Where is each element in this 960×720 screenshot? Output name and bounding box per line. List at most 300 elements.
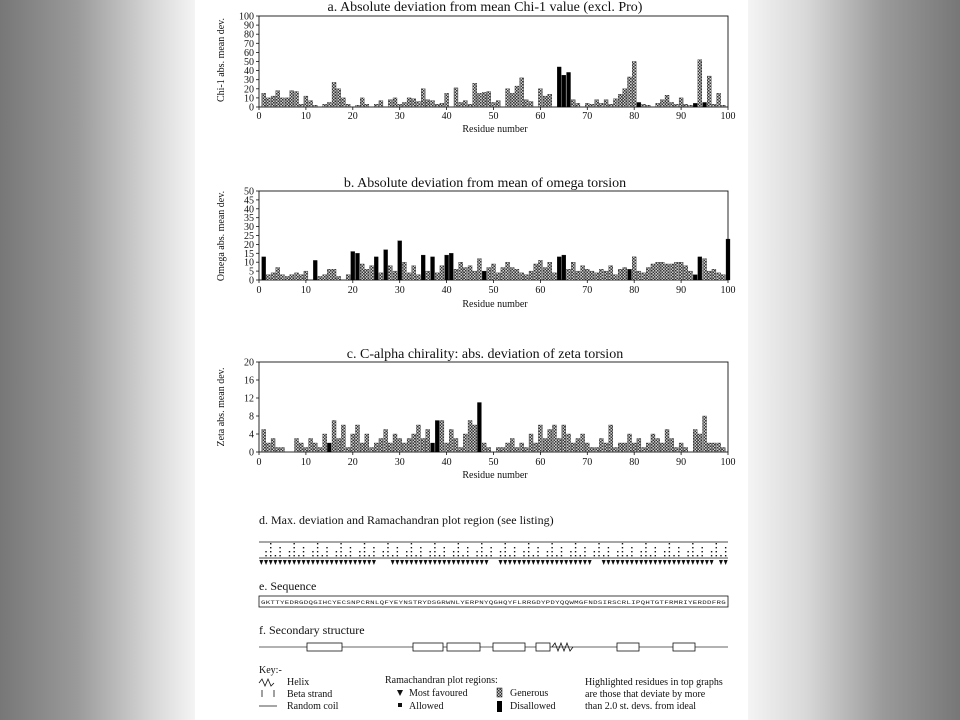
x-tick-label: 50	[488, 457, 499, 468]
deviation-dot	[514, 551, 515, 552]
rama-most-favoured-mark	[264, 560, 268, 565]
deviation-dot	[434, 555, 435, 556]
deviation-dot	[340, 543, 341, 544]
key-helix-icon	[259, 679, 274, 686]
bar	[454, 439, 458, 453]
deviation-dot	[716, 551, 717, 552]
y-tick-label: 100	[239, 11, 254, 23]
section-d-title: d. Max. deviation and Ramachandran plot region (see listing)	[259, 513, 554, 527]
rama-most-favoured-mark	[602, 560, 606, 565]
bar	[459, 448, 463, 453]
deviation-dot	[716, 547, 717, 548]
deviation-dot	[444, 555, 445, 556]
deviation-dot	[434, 543, 435, 544]
bar	[295, 439, 299, 453]
deviation-dot	[279, 547, 280, 548]
bar	[477, 259, 481, 280]
deviation-dot	[467, 555, 468, 556]
rama-most-favoured-mark	[405, 560, 409, 565]
bar	[351, 434, 355, 452]
ramachandran-marks	[259, 543, 727, 565]
x-tick-label: 90	[676, 285, 687, 296]
rama-most-favoured-mark	[705, 560, 709, 565]
deviation-dot	[270, 551, 271, 552]
deviation-dot	[711, 555, 712, 556]
bar	[482, 92, 486, 107]
bar	[318, 448, 322, 453]
deviation-dot	[575, 551, 576, 552]
y-tick-label: 8	[249, 411, 254, 423]
rama-most-favoured-mark	[311, 560, 315, 565]
bar	[332, 269, 336, 280]
key-disallowed-label: Disallowed	[510, 701, 556, 712]
bar	[595, 273, 599, 280]
deviation-dot	[622, 555, 623, 556]
key-beta-label: Beta strand	[287, 689, 333, 700]
deviation-dot	[350, 551, 351, 552]
bar	[374, 104, 378, 107]
rama-most-favoured-mark	[278, 560, 282, 565]
bar	[313, 105, 317, 107]
rama-most-favoured-mark	[287, 560, 291, 565]
bar	[332, 82, 336, 107]
bar-highlighted	[435, 421, 439, 453]
rama-most-favoured-mark	[461, 560, 465, 565]
rama-most-favoured-mark	[667, 560, 671, 565]
deviation-dot	[490, 555, 491, 556]
bar-highlighted	[421, 255, 425, 280]
y-tick-label: 0	[249, 102, 254, 114]
bar	[595, 448, 599, 453]
bar	[688, 271, 692, 280]
chart-a-xlabel: Residue number	[462, 124, 528, 135]
bar	[679, 98, 683, 107]
bar	[628, 77, 632, 107]
rama-most-favoured-mark	[395, 560, 399, 565]
bar	[388, 443, 392, 452]
deviation-dot	[293, 543, 294, 544]
bar	[651, 264, 655, 280]
deviation-dot	[298, 555, 299, 556]
deviation-dot	[514, 547, 515, 548]
rama-most-favoured-mark	[522, 560, 526, 565]
bar	[571, 443, 575, 452]
y-tick-label: 0	[249, 447, 254, 459]
bar	[670, 264, 674, 280]
deviation-dot	[439, 555, 440, 556]
deviation-dot	[716, 555, 717, 556]
bar	[693, 430, 697, 453]
deviation-dot	[387, 547, 388, 548]
bar-highlighted	[557, 257, 561, 280]
bar	[623, 89, 627, 107]
section-e-title: e. Sequence	[259, 579, 317, 593]
bar	[468, 421, 472, 453]
bar	[520, 78, 524, 107]
bar	[609, 266, 613, 280]
bar	[309, 101, 313, 107]
bar	[290, 91, 294, 107]
deviation-dot	[270, 543, 271, 544]
bar	[590, 104, 594, 107]
deviation-dot	[575, 547, 576, 548]
rama-most-favoured-mark	[672, 560, 676, 565]
deviation-dot	[669, 543, 670, 544]
rama-most-favoured-mark	[686, 560, 690, 565]
deviation-dot	[397, 547, 398, 548]
deviation-dot	[369, 555, 370, 556]
deviation-dot	[359, 555, 360, 556]
bar	[543, 439, 547, 453]
bar	[346, 104, 350, 107]
bar	[355, 105, 359, 107]
sequence-text: GKTTYEDRGDQGIHCYECSNPCRNLQFYEYNSTRYDSGRWNLYERPNYQGHQYFLRRGDYPDYQQWMGFNDSIRSCRLIPQHTGTFRMRIYERDDFRG	[261, 600, 726, 606]
deviation-dot	[514, 555, 515, 556]
deviation-dot	[528, 547, 529, 548]
chart-b-ylabel: Omega abs. mean dev.	[216, 190, 227, 282]
deviation-dot	[509, 555, 510, 556]
deviation-dot	[645, 547, 646, 548]
rama-most-favoured-mark	[484, 560, 488, 565]
deviation-dot	[655, 555, 656, 556]
bar	[529, 102, 533, 107]
x-tick-label: 20	[347, 111, 358, 122]
bar	[590, 448, 594, 453]
bar	[510, 268, 514, 280]
deviation-dot	[490, 547, 491, 548]
rama-most-favoured-mark	[269, 560, 273, 565]
bar-highlighted	[693, 275, 697, 280]
key-title: Key:-	[259, 665, 282, 676]
bar-highlighted	[557, 67, 561, 107]
chart-b-xlabel: Residue number	[462, 299, 528, 310]
deviation-dot	[523, 555, 524, 556]
bar	[266, 443, 270, 452]
deviation-dot	[279, 551, 280, 552]
deviation-dot	[364, 543, 365, 544]
bar	[496, 101, 500, 107]
bar	[506, 89, 510, 107]
bar	[721, 448, 725, 453]
deviation-dot	[678, 547, 679, 548]
chart-a	[239, 12, 736, 123]
bar	[299, 104, 303, 107]
bar	[717, 273, 721, 280]
bar	[360, 264, 364, 280]
deviation-dot	[434, 547, 435, 548]
bar-highlighted	[351, 252, 355, 280]
deviation-dot	[270, 547, 271, 548]
bar	[407, 439, 411, 453]
bar-highlighted	[567, 72, 571, 107]
bar	[416, 102, 420, 107]
rama-most-favoured-mark	[259, 560, 263, 565]
deviation-dot	[345, 555, 346, 556]
bar	[576, 103, 580, 107]
bar	[656, 262, 660, 280]
key-highlight-line-2: are those that deviate by more	[585, 689, 706, 700]
deviation-dot	[716, 543, 717, 544]
rama-most-favoured-mark	[344, 560, 348, 565]
bar	[370, 266, 374, 280]
x-tick-label: 90	[676, 111, 687, 122]
deviation-dot	[303, 551, 304, 552]
deviation-dot	[350, 547, 351, 548]
bar	[440, 103, 444, 107]
bar	[379, 273, 383, 280]
rama-most-favoured-mark	[400, 560, 404, 565]
deviation-dot	[373, 551, 374, 552]
y-tick-label: 35	[244, 213, 254, 225]
deviation-dot	[533, 555, 534, 556]
deviation-dot	[664, 551, 665, 552]
bar	[477, 93, 481, 107]
x-tick-label: 30	[394, 285, 405, 296]
deviation-dot	[505, 543, 506, 544]
bar	[435, 273, 439, 280]
x-tick-label: 30	[394, 111, 405, 122]
bar	[510, 93, 514, 107]
key-highlight-line-1: Highlighted residues in top graphs	[585, 677, 723, 688]
strand-5	[536, 643, 550, 651]
bar	[515, 448, 519, 453]
deviation-dot	[608, 547, 609, 548]
bar	[416, 275, 420, 280]
deviation-dot	[458, 543, 459, 544]
rama-most-favoured-mark	[391, 560, 395, 565]
deviation-dot	[547, 551, 548, 552]
bar	[487, 448, 491, 453]
bar	[674, 262, 678, 280]
bar	[656, 439, 660, 453]
bar	[337, 439, 341, 453]
y-tick-label: 90	[244, 20, 254, 32]
bar-highlighted	[327, 443, 331, 452]
bar	[613, 275, 617, 280]
deviation-dot	[490, 551, 491, 552]
bar	[510, 439, 514, 453]
deviation-dot	[444, 547, 445, 548]
bar	[688, 105, 692, 107]
deviation-dot	[725, 555, 726, 556]
bar	[271, 96, 275, 107]
bar	[609, 104, 613, 107]
bar	[552, 273, 556, 280]
bar	[632, 443, 636, 452]
deviation-dot	[551, 551, 552, 552]
x-tick-label: 50	[488, 285, 499, 296]
deviation-dot	[350, 555, 351, 556]
bar	[355, 425, 359, 452]
bar	[365, 104, 369, 107]
bar	[670, 102, 674, 107]
bar-highlighted	[698, 257, 702, 280]
section-f-title: f. Secondary structure	[259, 623, 365, 637]
bar	[557, 439, 561, 453]
bar	[360, 443, 364, 452]
bar	[515, 86, 519, 107]
deviation-dot	[387, 543, 388, 544]
deviation-dot	[561, 547, 562, 548]
deviation-dot	[561, 555, 562, 556]
bar	[379, 101, 383, 107]
deviation-dot	[293, 547, 294, 548]
rama-most-favoured-mark	[456, 560, 460, 565]
chart-c-ylabel: Zeta abs. mean dev.	[216, 367, 227, 447]
bar-highlighted	[482, 271, 486, 280]
bar	[412, 99, 416, 107]
bar	[684, 104, 688, 107]
bar	[323, 275, 327, 280]
y-tick-label: 40	[244, 204, 254, 216]
bar	[440, 421, 444, 453]
rama-most-favoured-mark	[536, 560, 540, 565]
key-generous-icon	[497, 688, 502, 697]
bar	[299, 275, 303, 280]
deviation-dot	[580, 555, 581, 556]
deviation-dot	[458, 547, 459, 548]
bar-highlighted	[477, 403, 481, 453]
bar	[412, 434, 416, 452]
x-tick-label: 90	[676, 457, 687, 468]
deviation-dot	[411, 555, 412, 556]
rama-most-favoured-mark	[372, 560, 376, 565]
deviation-dot	[458, 551, 459, 552]
bar	[703, 259, 707, 280]
bar	[665, 95, 669, 107]
bar	[295, 92, 299, 107]
deviation-dot	[645, 543, 646, 544]
bar-highlighted	[431, 257, 435, 280]
bar	[618, 94, 622, 107]
rama-most-favoured-mark	[470, 560, 474, 565]
bar	[637, 271, 641, 280]
deviation-dot	[617, 555, 618, 556]
rama-most-favoured-mark	[541, 560, 545, 565]
bar	[529, 271, 533, 280]
bar	[538, 425, 542, 452]
x-tick-label: 40	[441, 111, 452, 122]
deviation-dot	[415, 555, 416, 556]
bar	[599, 103, 603, 107]
deviation-dot	[387, 551, 388, 552]
bar	[613, 99, 617, 107]
deviation-dot	[678, 551, 679, 552]
rama-most-favoured-mark	[480, 560, 484, 565]
bar	[421, 89, 425, 107]
deviation-dot	[467, 547, 468, 548]
rama-most-favoured-mark	[447, 560, 451, 565]
bar	[468, 266, 472, 280]
bar	[642, 273, 646, 280]
rama-most-favoured-mark	[644, 560, 648, 565]
bar	[604, 443, 608, 452]
x-tick-label: 20	[347, 457, 358, 468]
bar	[487, 268, 491, 280]
bar	[299, 443, 303, 452]
bar	[463, 434, 467, 452]
deviation-dot	[275, 555, 276, 556]
rama-most-favoured-mark	[719, 560, 723, 565]
bar	[388, 100, 392, 107]
deviation-dot	[584, 555, 585, 556]
key-most-favoured-icon	[397, 690, 403, 696]
rama-most-favoured-mark	[653, 560, 657, 565]
deviation-dot	[270, 555, 271, 556]
deviation-dot	[500, 555, 501, 556]
bar	[707, 76, 711, 107]
rama-most-favoured-mark	[691, 560, 695, 565]
bar	[309, 439, 313, 453]
deviation-dot	[687, 555, 688, 556]
deviation-dot	[500, 551, 501, 552]
chart-b-title: b. Absolute deviation from mean of omega torsion	[343, 176, 627, 191]
rama-most-favoured-mark	[564, 560, 568, 565]
bar	[534, 443, 538, 452]
rama-most-favoured-mark	[316, 560, 320, 565]
bar-highlighted	[355, 253, 359, 280]
bar	[295, 273, 299, 280]
deviation-dot	[702, 555, 703, 556]
bar	[388, 266, 392, 280]
deviation-dot	[397, 555, 398, 556]
rama-most-favoured-mark	[531, 560, 535, 565]
bar	[717, 443, 721, 452]
strand-4	[493, 643, 525, 651]
deviation-dot	[575, 555, 576, 556]
deviation-dot	[373, 555, 374, 556]
deviation-dot	[687, 551, 688, 552]
deviation-dot	[692, 555, 693, 556]
bar	[618, 269, 622, 280]
rama-most-favoured-mark	[433, 560, 437, 565]
bar	[473, 271, 477, 280]
bar-highlighted	[262, 257, 266, 280]
y-tick-label: 50	[244, 57, 254, 68]
bar	[501, 448, 505, 453]
x-tick-label: 0	[256, 111, 262, 122]
bar	[459, 262, 463, 280]
bar	[280, 275, 284, 280]
y-tick-label: 16	[244, 375, 254, 387]
deviation-dot	[340, 551, 341, 552]
rama-most-favoured-mark	[320, 560, 324, 565]
bar	[346, 448, 350, 453]
deviation-dot	[411, 543, 412, 544]
bar	[445, 93, 449, 107]
chart-frame	[259, 16, 728, 107]
bar-highlighted	[726, 239, 730, 280]
x-tick-label: 100	[720, 111, 736, 122]
deviation-dot	[289, 555, 290, 556]
bar	[543, 268, 547, 280]
x-tick-label: 0	[256, 285, 262, 296]
bar	[426, 430, 430, 453]
deviation-dot	[420, 551, 421, 552]
deviation-dot	[645, 551, 646, 552]
x-tick-label: 60	[535, 285, 546, 296]
bar	[599, 439, 603, 453]
rama-most-favoured-mark	[658, 560, 662, 565]
deviation-dot	[631, 547, 632, 548]
deviation-dot	[528, 543, 529, 544]
deviation-dot	[505, 551, 506, 552]
x-tick-label: 100	[720, 285, 736, 296]
y-tick-label: 4	[249, 429, 254, 441]
rama-most-favoured-mark	[696, 560, 700, 565]
rama-most-favoured-mark	[466, 560, 470, 565]
rama-most-favoured-mark	[302, 560, 306, 565]
